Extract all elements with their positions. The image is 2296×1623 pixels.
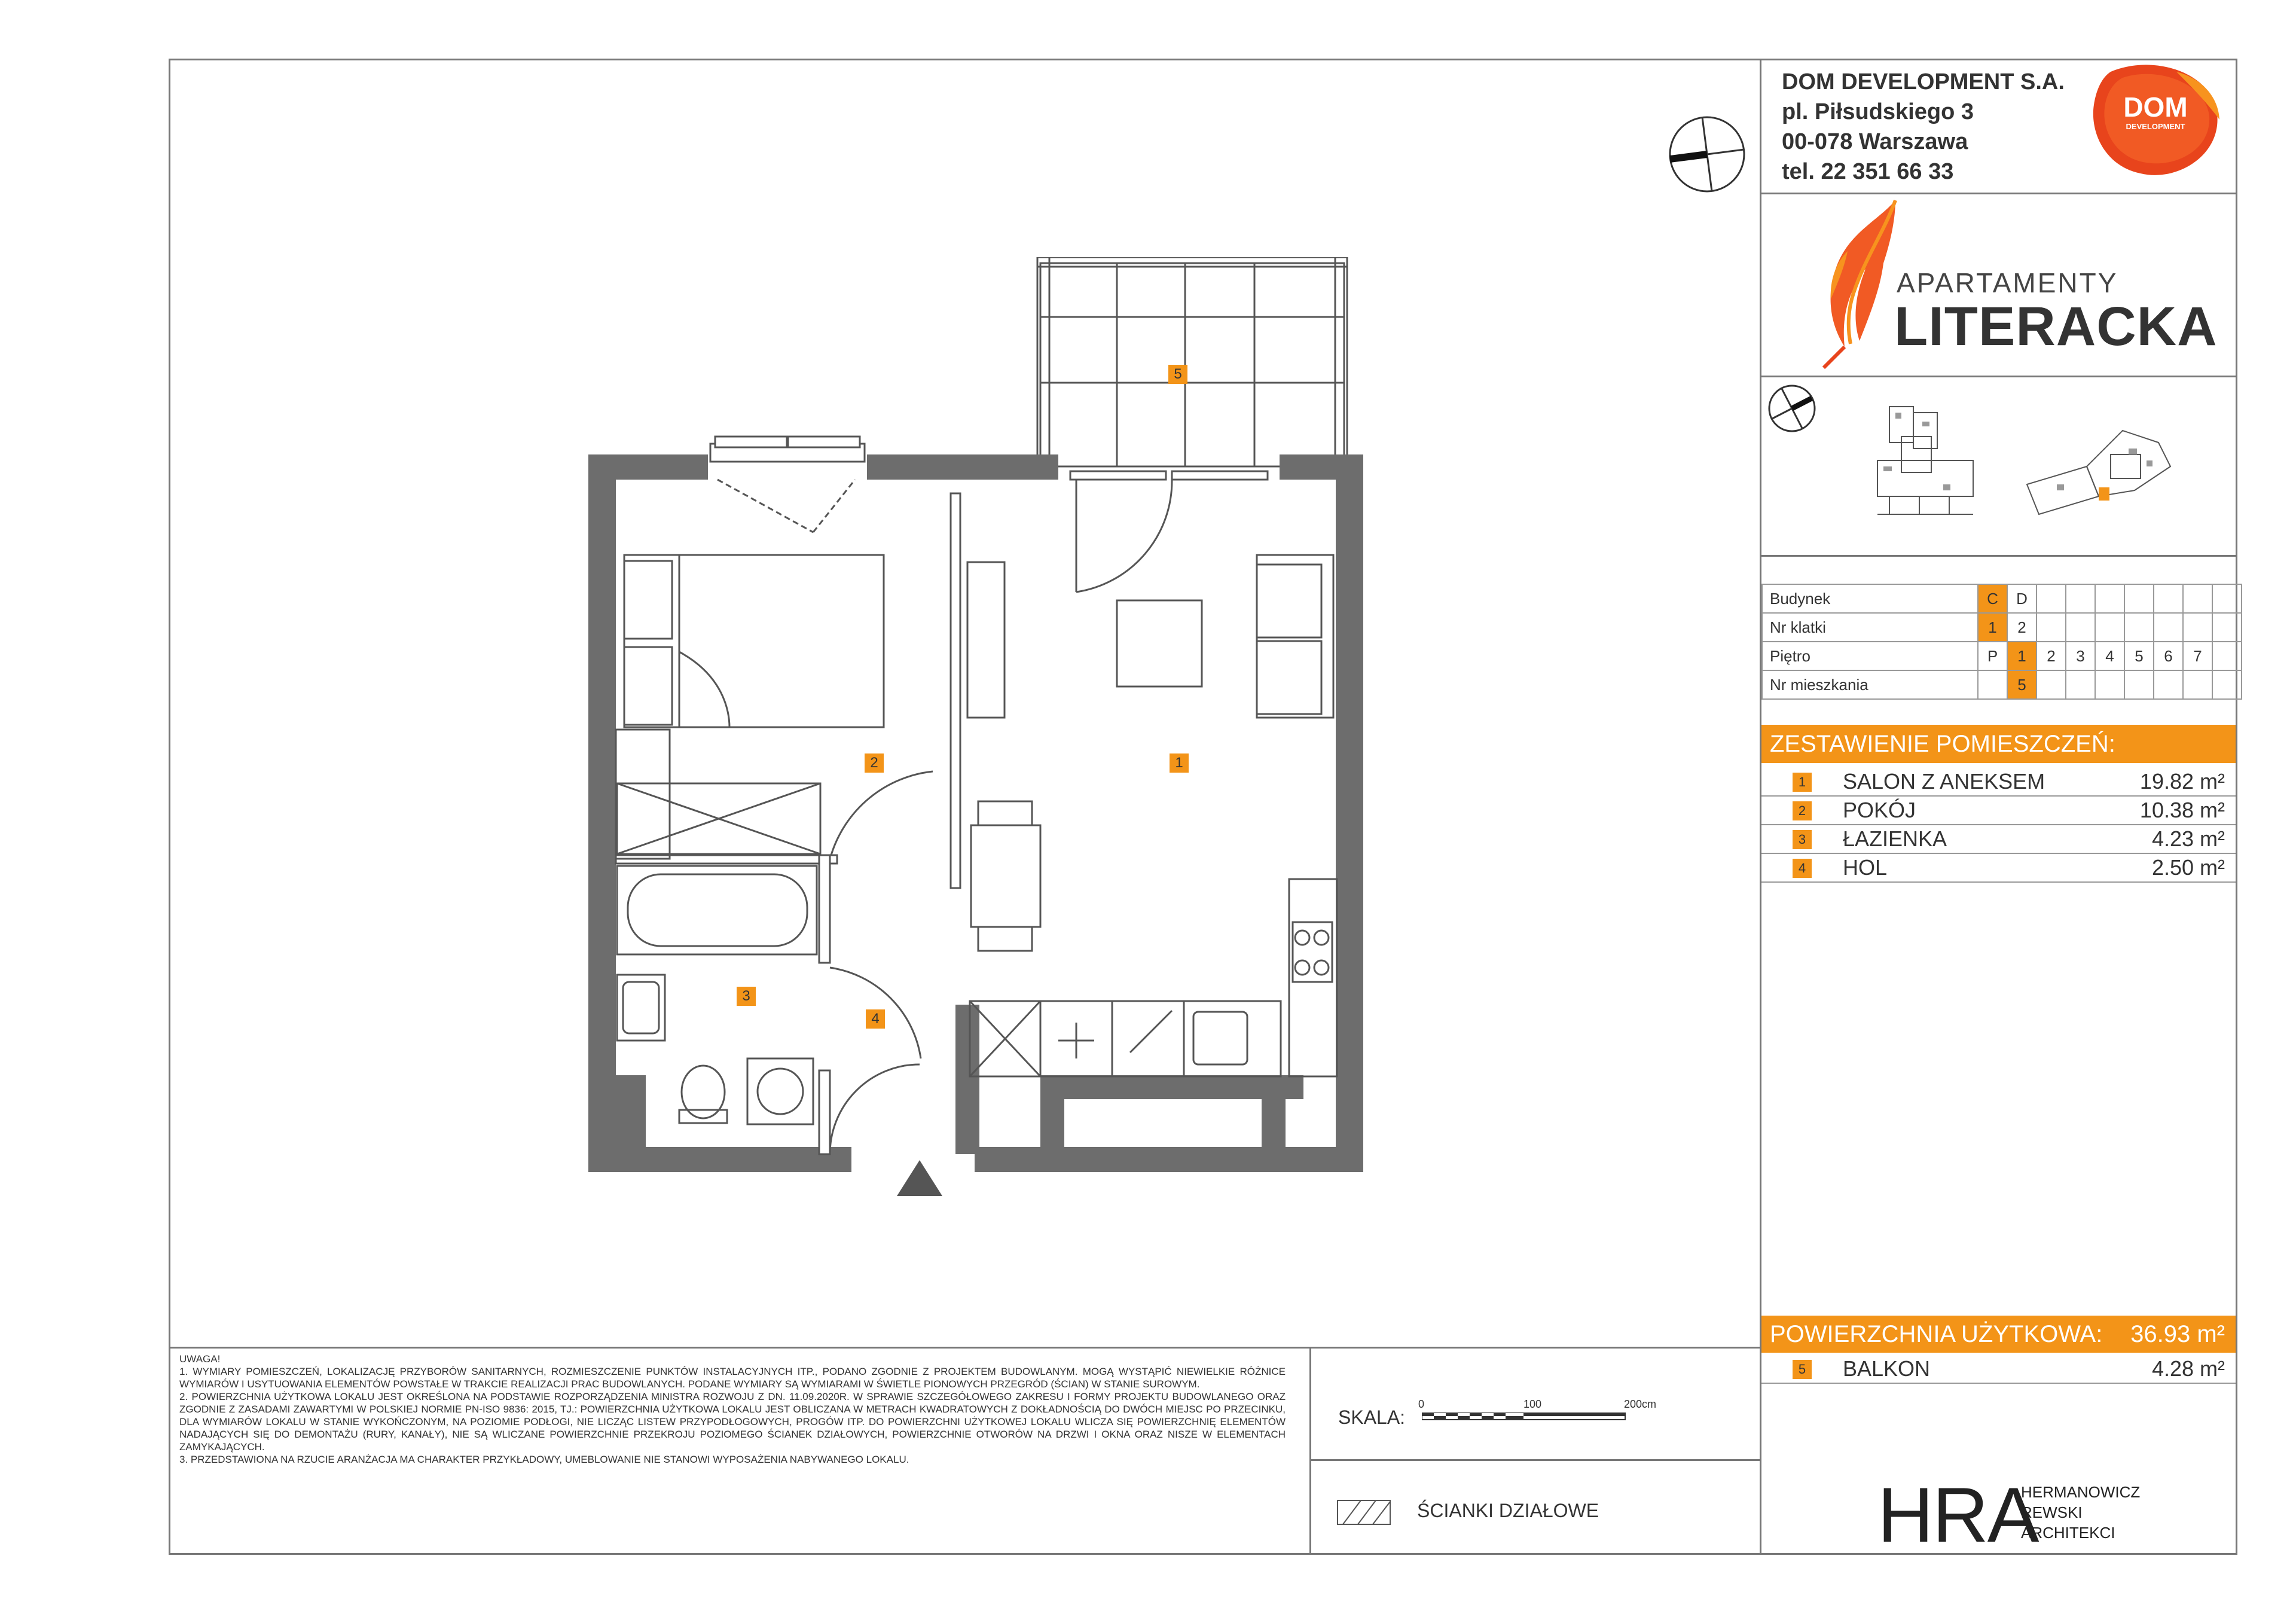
bathroom-door	[830, 968, 921, 1154]
room-name: HOL	[1843, 855, 1888, 880]
shower-tray	[617, 783, 820, 854]
scale-label: SKALA:	[1338, 1407, 1406, 1428]
tv-cabinet	[967, 562, 1004, 718]
balcony-row	[1761, 1355, 2236, 1384]
cell	[2095, 613, 2124, 642]
kitchen	[970, 879, 1337, 1076]
label-budynek: Budynek	[1762, 584, 1978, 613]
unit-info-table	[1761, 584, 2242, 700]
room-area: 4.28 m²	[2151, 1356, 2225, 1381]
company-name: DOM DEVELOPMENT S.A.	[1782, 69, 2065, 94]
scale-tick-100: 100	[1523, 1398, 1542, 1410]
brand-subtitle: APARTAMENTY	[1897, 267, 2118, 298]
company-address-line2: 00-078 Warszawa	[1782, 129, 1968, 154]
cell: 1	[1978, 613, 2007, 642]
cell	[2095, 670, 2124, 699]
floor-plan	[574, 257, 1399, 1202]
architect-name-2: REWSKI	[2021, 1503, 2083, 1521]
cell: 3	[2066, 642, 2095, 670]
toilet	[679, 1066, 727, 1123]
notes-title: UWAGA!	[179, 1353, 221, 1365]
scale-tick-0: 0	[1418, 1398, 1425, 1410]
site-plan-building-d	[2021, 419, 2176, 526]
company-address-line1: pl. Piłsudskiego 3	[1782, 99, 1974, 124]
notes-block	[179, 1353, 1286, 1466]
row-budynek	[1762, 584, 2242, 613]
cell	[2037, 584, 2066, 613]
room-area: 4.23 m²	[2151, 826, 2225, 851]
cell: P	[1978, 642, 2007, 670]
legend-label: ŚCIANKI DZIAŁOWE	[1417, 1500, 1599, 1521]
company-phone: tel. 22 351 66 33	[1782, 159, 1954, 184]
label-klatka: Nr klatki	[1762, 613, 1978, 642]
cell	[2183, 584, 2212, 613]
cell: 6	[2154, 642, 2183, 670]
cell	[2154, 670, 2183, 699]
room-number: 3	[1793, 830, 1812, 849]
bathroom-sink	[617, 975, 665, 1041]
rooms-header: ZESTAWIENIE POMIESZCZEŃ:	[1761, 725, 2236, 763]
plan-tag-1: 1	[1170, 753, 1189, 773]
room-name: ŁAZIENKA	[1843, 826, 1947, 851]
plan-tag-4: 4	[866, 1009, 885, 1029]
scale-tick-200: 200cm	[1624, 1398, 1657, 1410]
site-plan-building-c	[1871, 401, 1979, 520]
room-number: 2	[1793, 801, 1812, 820]
entrance-arrow-icon	[897, 1160, 942, 1196]
cell	[2212, 670, 2242, 699]
cell	[2037, 613, 2066, 642]
company-block	[1782, 67, 2065, 187]
architect-name-1: HERMANOWICZ	[2021, 1483, 2141, 1501]
dom-logo-text: DOM	[2123, 91, 2188, 123]
room-number: 1	[1793, 773, 1812, 792]
cell: 5	[2007, 670, 2037, 699]
divider-keymap	[1760, 555, 2237, 557]
divider-company	[1760, 193, 2237, 194]
room-area: 10.38 m²	[2139, 798, 2225, 822]
cell	[2212, 642, 2242, 670]
room-area: 19.82 m²	[2139, 769, 2225, 794]
compass-small-icon	[1765, 382, 1819, 435]
balcony-door	[1070, 471, 1268, 592]
cell: 5	[2124, 642, 2154, 670]
cell: 2	[2007, 613, 2037, 642]
row-klatka	[1762, 613, 2242, 642]
cell	[2183, 670, 2212, 699]
cell	[2183, 613, 2212, 642]
cell	[2124, 613, 2154, 642]
cell	[2037, 670, 2066, 699]
plan-tag-3: 3	[737, 987, 756, 1006]
cell: 1	[2007, 642, 2037, 670]
room-row	[1761, 768, 2236, 797]
scale-bar	[1422, 1413, 1637, 1421]
compass-icon	[1665, 112, 1749, 196]
cell	[2124, 584, 2154, 613]
room-name: SALON Z ANEKSEM	[1843, 769, 2045, 794]
feather-icon	[1812, 197, 1901, 371]
room-number: 5	[1793, 1360, 1812, 1379]
row-pietro	[1762, 642, 2242, 670]
partition-hatch-swatch	[1337, 1500, 1391, 1525]
divider-brand	[1760, 376, 2237, 377]
cell	[2095, 584, 2124, 613]
room-row	[1761, 854, 2236, 883]
brand-title: LITERACKA	[1894, 296, 2218, 357]
cell	[2154, 584, 2183, 613]
bathtub	[617, 866, 817, 954]
usable-area-label: POWIERZCHNIA UŻYTKOWA:	[1770, 1321, 2103, 1347]
balcony	[1037, 257, 1347, 472]
architect-name-3: ARCHITEKCI	[2021, 1524, 2115, 1542]
cell	[2066, 670, 2095, 699]
cell: D	[2007, 584, 2037, 613]
cell	[2066, 613, 2095, 642]
row-mieszkanie	[1762, 670, 2242, 699]
note-3: 3. PRZEDSTAWIONA NA RZUCIE ARANŻACJA MA CHARAKTER PRZYKŁADOWY, UMEBLOWANIE NIE STANOWI WYPOSAŻENIA NABYWANEGO LOKALU.	[179, 1454, 909, 1465]
room-name: BALKON	[1843, 1356, 1931, 1381]
usable-area-bar	[1761, 1316, 2236, 1353]
bedroom-door	[831, 771, 933, 855]
window	[710, 437, 865, 532]
dining-table	[971, 801, 1040, 951]
plan-tag-2: 2	[865, 753, 884, 773]
cell	[2212, 584, 2242, 613]
dom-logo-subtext: DEVELOPMENT	[2126, 122, 2185, 131]
room-row	[1761, 825, 2236, 854]
divider-notes-scale	[1309, 1347, 1311, 1555]
cell	[2212, 613, 2242, 642]
room-area: 2.50 m²	[2151, 855, 2225, 880]
cell	[2124, 670, 2154, 699]
room-name: POKÓJ	[1843, 798, 1916, 822]
plan-tag-5: 5	[1168, 365, 1187, 384]
cell	[2154, 613, 2183, 642]
cell	[2066, 584, 2095, 613]
note-2: 2. POWIERZCHNIA UŻYTKOWA LOKALU JEST OKREŚLONA NA PODSTAWIE ROZPORZĄDZENIA MINISTRA ROZWOJU Z DN. 11.09.2020R. W SPRAWIE SZCZEGÓŁOWEGO ZAKRESU I FORMY PROJEKTU BUDOWLANEGO ORAZ ZGODNIE Z ZASADAMI ZAWARTYMI W POLSKIEJ NORMIE PN-ISO 9836: 2015, TJ.: POWIERZCHNIA UŻYTKOWA LOKALU JEST OBLICZANA W METRACH KWADRATOWYCH Z DOKŁADNOŚCIĄ DO DWÓCH MIEJSC PO PRZECINKU, DLA WYMIARÓW LOKALU W STANIE WYKOŃCZONYM, NA POZIOMIE PODŁOGI, NIE LICZĄC LISTEW PRZYPODŁOGOWYCH, PROGÓW ITP. DO POWIERZCHNI UŻYTKOWEJ LOKALU WLICZA SIĘ POWIERZCHNIĘ ELEMENTÓW NADAJĄCYCH SIĘ DO DEMONTAŻU (RURY, KANAŁY), NIE SĄ WLICZANE POWIERZCHNIE PRZEKROJU POZIOMEGO ŚCIANEK DZIAŁOWYCH, POWIERZCHNIE OTWORÓW NA DRZWI I OKNA ORAZ NISZE W ELEMENTACH ZAMYKAJĄCYCH.	[179, 1391, 1286, 1453]
architect-logo: HRA	[1877, 1471, 2038, 1558]
cell: C	[1978, 584, 2007, 613]
sofa	[1257, 555, 1333, 718]
divider-notes	[169, 1347, 1761, 1349]
divider-scale-legend	[1309, 1459, 1761, 1461]
partitions	[616, 493, 960, 1154]
usable-area-value: 36.93 m²	[2130, 1321, 2225, 1347]
room-number: 4	[1793, 859, 1812, 878]
washing-machine	[747, 1058, 813, 1124]
cell	[1978, 670, 2007, 699]
note-1: 1. WYMIARY POMIESZCZEŃ, LOKALIZACJĘ PRZYBORÓW SANITARNYCH, ROZMIESZCZENIE PUNKTÓW INSTALACYJNYCH ITP., PODANO ZGODNIE Z PROJEKTEM BUDOWLANYM. MOGĄ WYSTĄPIĆ NIEWIELKIE RÓŻNICE WYMIARÓW I USYTUOWANIA ELEMENTÓW POWSTAŁE W TRAKCIE REALIZACJI PRAC BUDOWLANYCH. PODANE WYMIARY SĄ WYMIARAMI W ŚWIETLE PIONOWYCH PRZEGRÓD (ŚCIAN) W STANIE SUROWYM.	[179, 1366, 1286, 1390]
architect-names	[2021, 1482, 2140, 1543]
label-mieszkanie: Nr mieszkania	[1762, 670, 1978, 699]
cell: 2	[2037, 642, 2066, 670]
cell: 4	[2095, 642, 2124, 670]
label-pietro: Piętro	[1762, 642, 1978, 670]
coffee-table	[1117, 600, 1202, 687]
bed	[624, 555, 884, 727]
cell: 7	[2183, 642, 2212, 670]
room-row	[1761, 797, 2236, 825]
